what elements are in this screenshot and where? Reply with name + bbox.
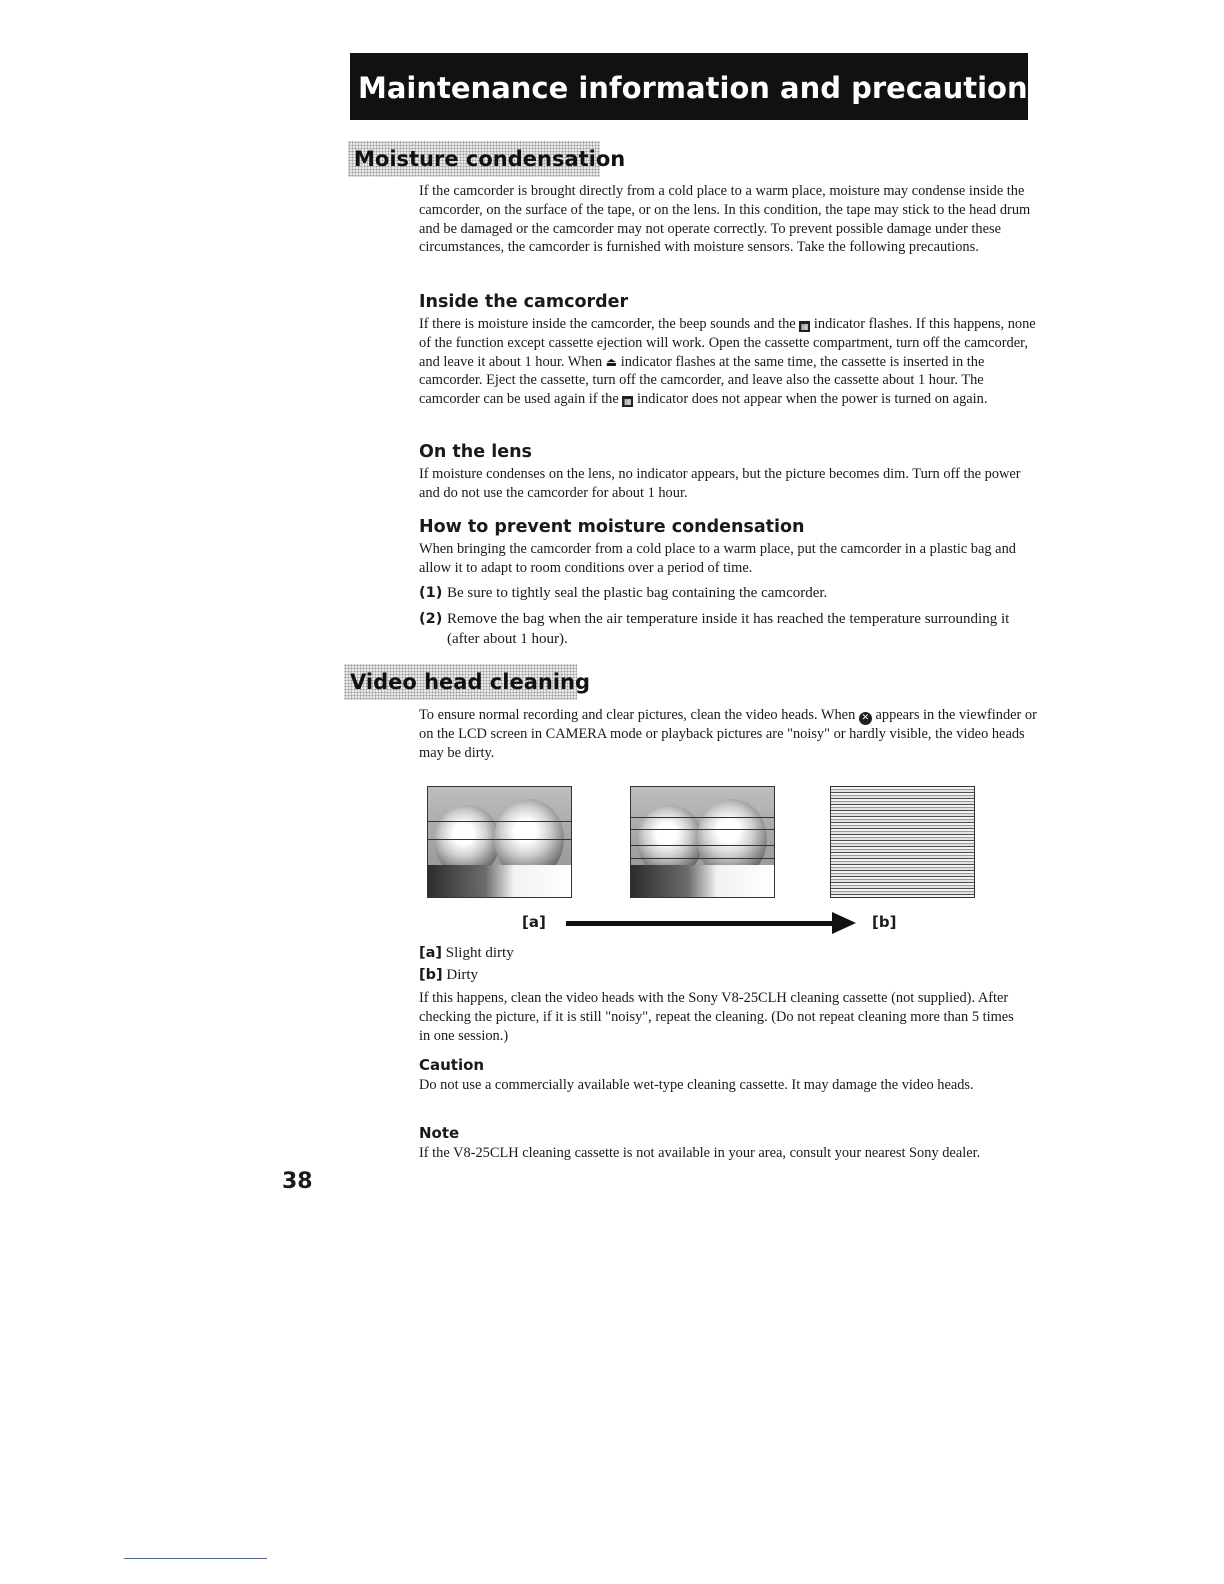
caution-heading: Caution [419, 1056, 485, 1074]
step-text: Remove the bag when the air temperature inside it has reached the temperature surrounding it (after about 1 hour). [447, 611, 1010, 647]
bottom-rule [124, 1558, 267, 1559]
note-heading: Note [419, 1124, 460, 1142]
key-marker: [b] [419, 967, 443, 983]
video-head-section-heading: Video head cleaning [344, 664, 577, 700]
moisture-indicator-icon: ▦ [801, 322, 809, 331]
prevent-heading: How to prevent moisture condensation [419, 517, 805, 537]
inside-text-2: indicator flashes. If this happens, none of the function except cassette ejection will work. Open the cassette compartment, turn off the camcorder, and leave it about 1 hour. When [419, 316, 1036, 370]
key-marker: [a] [419, 945, 443, 961]
moisture-indicator-icon: ▦ [624, 397, 632, 407]
shirt [631, 865, 774, 897]
on-lens-text: If moisture condenses on the lens, no indicator appears, but the picture becomes dim. Turn off the power and do not use the camcorder for about 1 hour. [419, 466, 1021, 501]
slight-dirty-picture-2 [630, 786, 775, 898]
noise-line [428, 839, 571, 840]
prevent-step-2 [419, 609, 1037, 649]
moisture-section-heading: Moisture condensation [348, 141, 600, 177]
key-text: Slight dirty [445, 945, 514, 961]
key-text: Dirty [446, 967, 479, 983]
dirty-picture [830, 786, 975, 898]
noise-pattern [831, 787, 974, 897]
moisture-intro: If the camcorder is brought directly from a cold place to a warm place, moisture may condense inside the camcorder, on the surface of the tape, or on the lens. In this condition, the tape may stick to the head drum and be damaged or the camcorder may not operate correctly. To prevent possible damage under these circumstances, the camcorder is furnished with moisture sensors. Take the following precautions. [419, 183, 1031, 256]
note-text: If the V8-25CLH cleaning cassette is not available in your area, consult your nearest Sony dealer. [419, 1145, 981, 1161]
figure-label-b: [b] [872, 913, 897, 931]
head-dirty-indicator-icon: ✕ [859, 712, 872, 725]
inside-text-4: indicator does not appear when the power is turned on again. [637, 391, 988, 408]
prevent-step-1 [419, 583, 1037, 603]
page-number: 38 [282, 1169, 313, 1194]
inside-text-3: indicator flashes at the same time, the cassette is inserted in the camcorder. Eject the cassette, turn off the camcorder, and leave also the cassette about 1 hour. The camcorder can be used again if the [419, 353, 985, 408]
caution-text: Do not use a commercially available wet-type cleaning cassette. It may damage the video heads. [419, 1077, 974, 1093]
key-a [419, 945, 514, 962]
video-head-intro [419, 706, 1037, 763]
noise-line [631, 829, 774, 830]
progression-arrow-head [832, 912, 856, 934]
slight-dirty-picture-1 [427, 786, 572, 898]
cleaning-instructions: If this happens, clean the video heads with the Sony V8-25CLH cleaning cassette (not supplied). After checking the picture, if it is still "noisy", repeat the cleaning. (Do not repeat cleaning more than 5 times in one session.) [419, 990, 1014, 1044]
page-title: Maintenance information and precautions [350, 53, 1028, 119]
noise-line [631, 845, 774, 846]
inside-text-1: If there is moisture inside the camcorder, the beep sounds and the [419, 316, 796, 332]
step-marker: (2) [419, 611, 443, 627]
video-head-intro-2: appears in the viewfinder or on the LCD screen in CAMERA mode or playback pictures are "noisy" or hardly visible, the video heads may be dirty. [419, 707, 1037, 761]
inside-camcorder-text [419, 315, 1037, 409]
inside-camcorder-heading: Inside the camcorder [419, 292, 629, 312]
key-b [419, 967, 478, 984]
prevent-text: When bringing the camcorder from a cold place to a warm place, put the camcorder in a plastic bag and allow it to adapt to room conditions over a period of time. [419, 541, 1016, 576]
video-head-intro-1: To ensure normal recording and clear pictures, clean the video heads. When [419, 707, 856, 723]
step-text: Be sure to tightly seal the plastic bag containing the camcorder. [447, 585, 828, 601]
noise-line [428, 821, 571, 822]
step-marker: (1) [419, 585, 443, 601]
progression-arrow-shaft [566, 921, 836, 926]
noise-line [631, 817, 774, 818]
on-lens-heading: On the lens [419, 442, 532, 462]
shirt [428, 865, 571, 897]
eject-indicator-icon: ⏏ [605, 354, 618, 369]
figure-label-a: [a] [522, 913, 546, 931]
noise-line [631, 858, 774, 859]
title-rule [350, 119, 1028, 120]
